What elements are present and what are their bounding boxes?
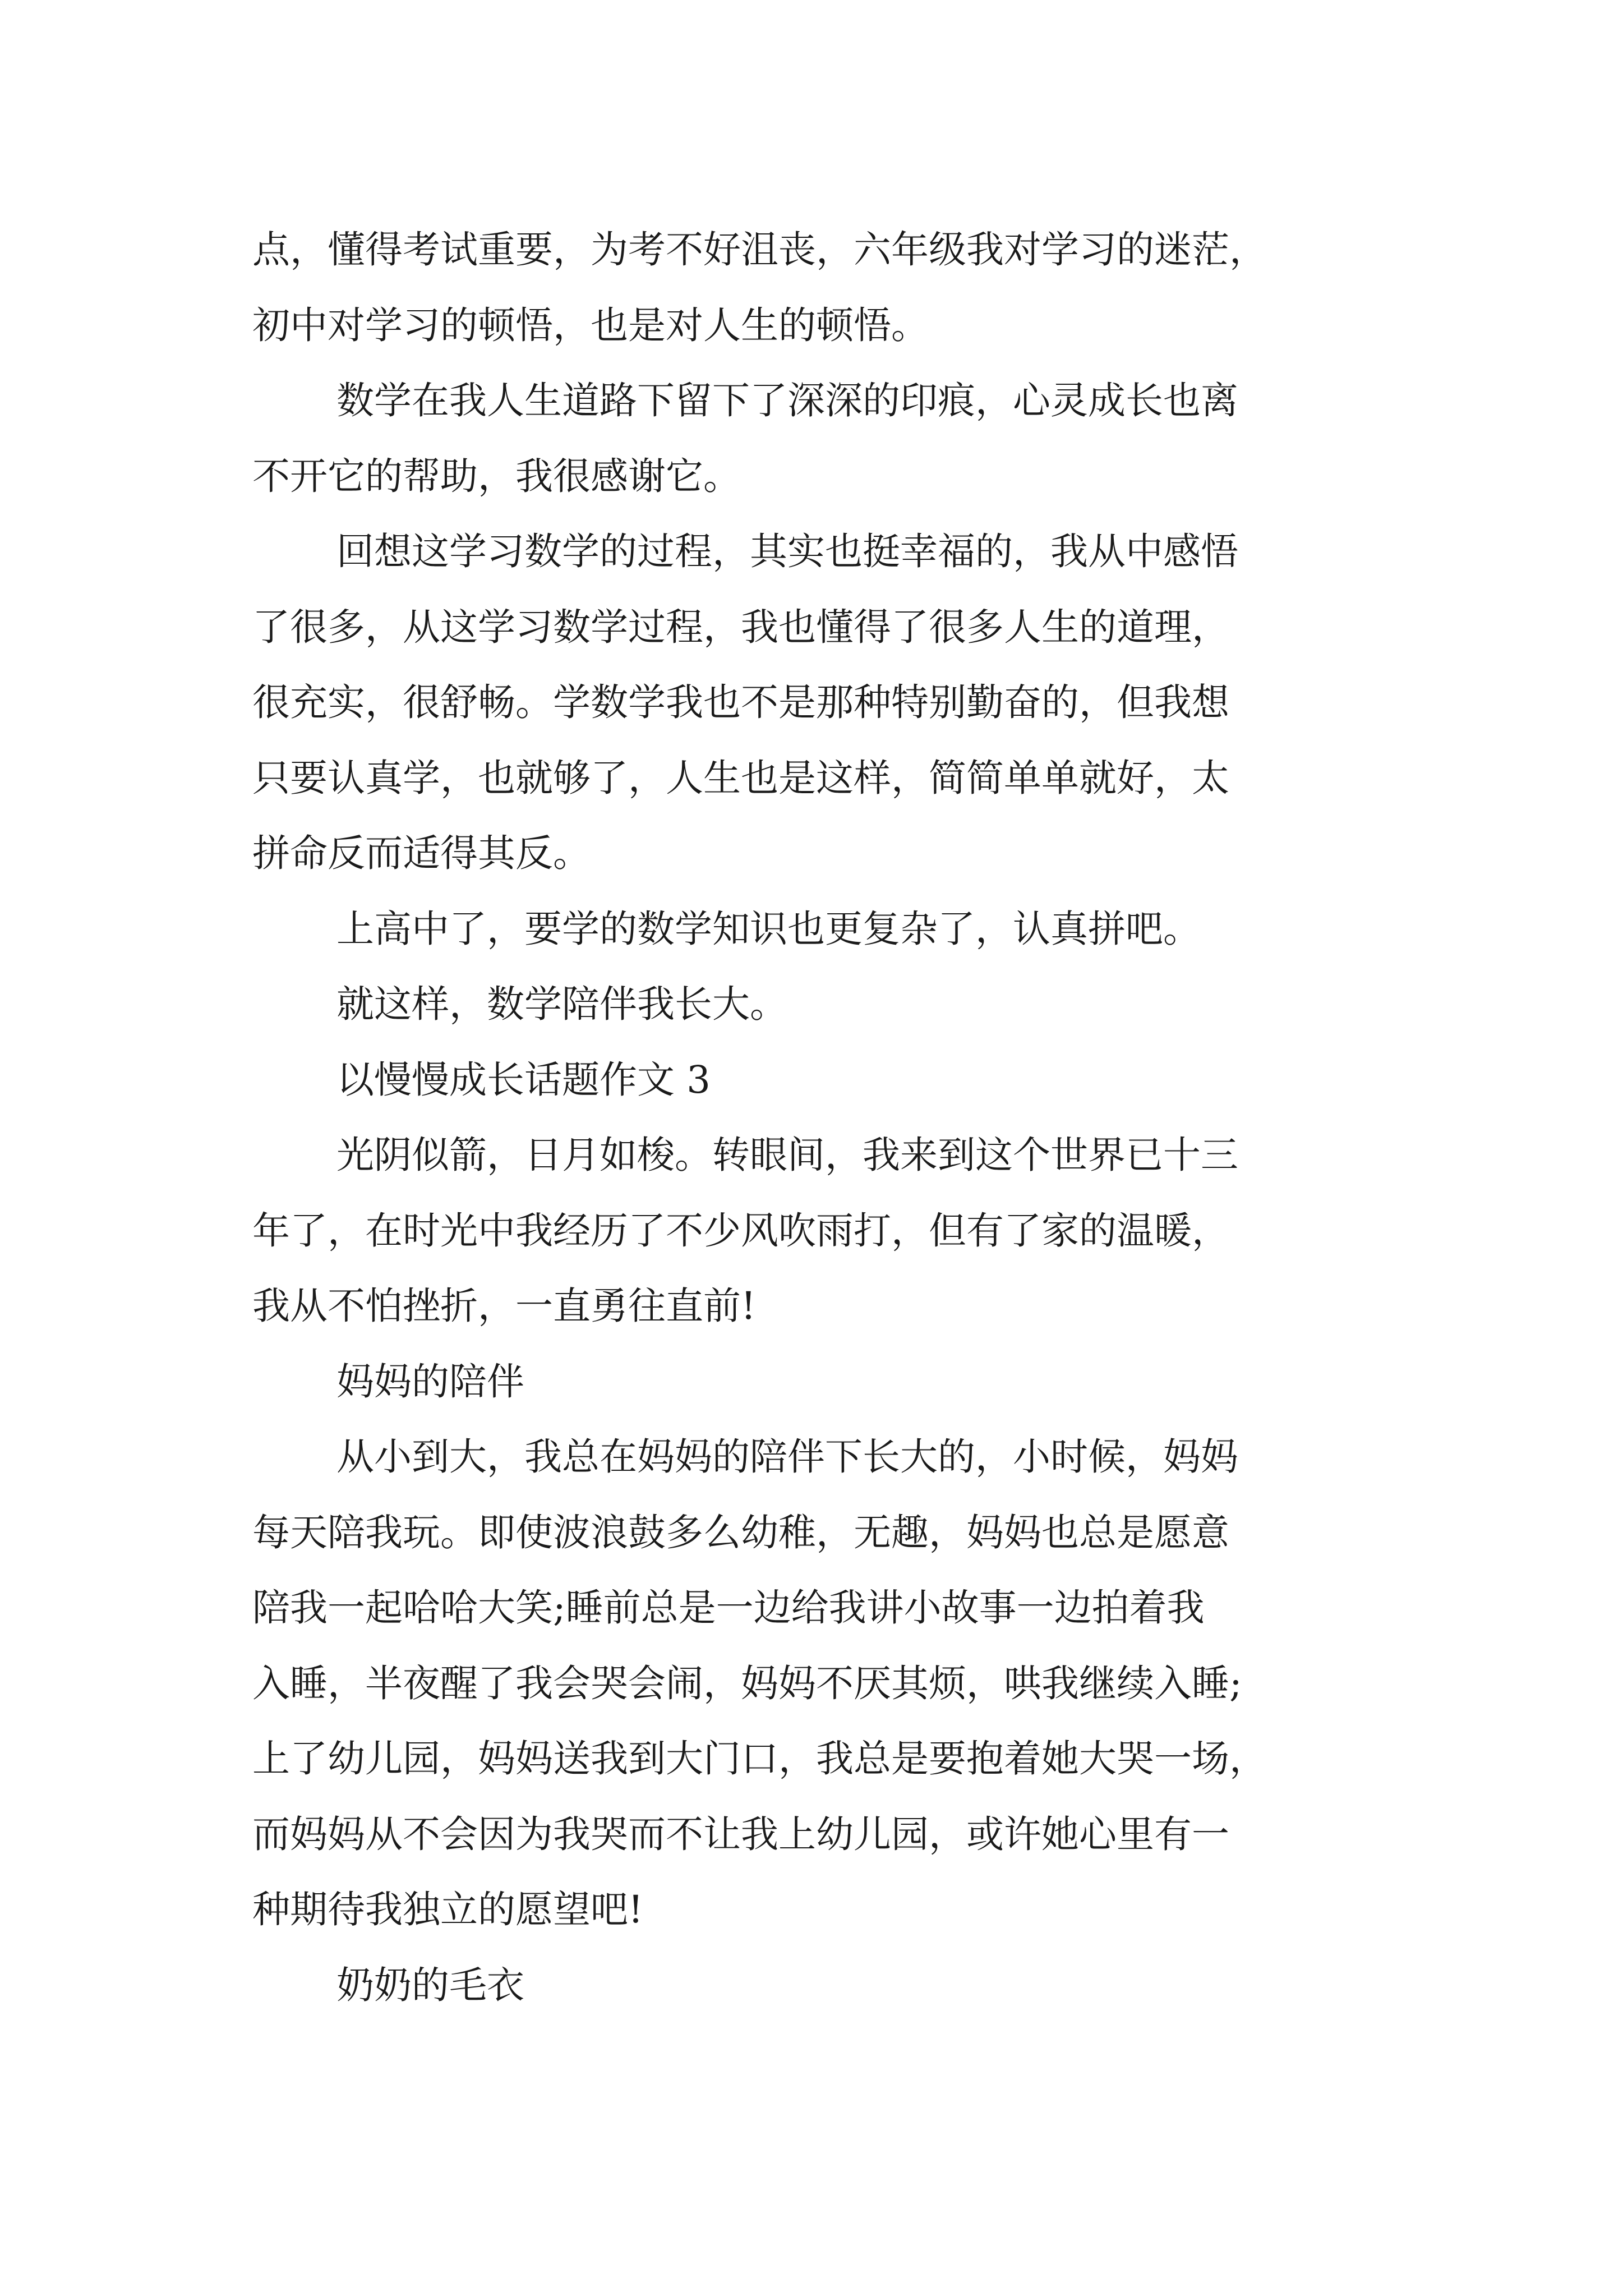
text-line: 入睡，半夜醒了我会哭会闹，妈妈不厌其烦，哄我继续入睡; [252, 1661, 1242, 1705]
text-line: 不开它的帮助，我很感谢它。 [252, 454, 741, 498]
text-line: 而妈妈从不会因为我哭而不让我上幼儿园，或许她心里有一 [252, 1812, 1229, 1856]
text-line: 种期待我独立的愿望吧! [252, 1888, 643, 1931]
text-line: 初中对学习的顿悟，也是对人生的顿悟。 [252, 303, 929, 347]
subheading: 妈妈的陪伴 [336, 1359, 524, 1404]
text-line: 很充实，很舒畅。学数学我也不是那种特别勤奋的，但我想 [252, 680, 1229, 724]
paragraph-start-line: 就这样，数学陪伴我长大。 [336, 982, 787, 1026]
text-line: 年了，在时光中我经历了不少风吹雨打，但有了家的温暖， [252, 1208, 1229, 1253]
body-text [252, 212, 1408, 2023]
text-line: 只要认真学，也就够了，人生也是这样，简简单单就好，太 [252, 756, 1229, 800]
text-line: 上了幼儿园，妈妈送我到大门口，我总是要抱着她大哭一场， [252, 1737, 1267, 1780]
paragraph-start-line: 从小到大，我总在妈妈的陪伴下长大的，小时候，妈妈 [336, 1435, 1238, 1479]
text-line: 陪我一起哈哈大笑;睡前总是一边给我讲小故事一边拍着我 [252, 1586, 1205, 1630]
paragraph-start-line: 上高中了，要学的数学知识也更复杂了，认真拼吧。 [336, 907, 1201, 951]
text-line: 拼命反而适得其反。 [252, 831, 591, 875]
paragraph-start-line: 回想这学习数学的过程，其实也挺幸福的，我从中感悟 [336, 530, 1238, 573]
section-heading: 以慢慢成长话题作文 3 [336, 1057, 711, 1102]
paragraph-start-line: 光阴似箭，日月如梭。转眼间，我来到这个世界已十三 [336, 1133, 1238, 1177]
text-line: 点，懂得考试重要，为考不好沮丧，六年级我对学习的迷茫， [252, 228, 1267, 272]
text-line: 每天陪我玩。即使波浪鼓多么幼稚，无趣，妈妈也总是愿意 [252, 1510, 1229, 1554]
text-line: 了很多，从这学习数学过程，我也懂得了很多人生的道理， [252, 605, 1229, 649]
paragraph-start-line: 数学在我人生道路下留下了深深的印痕，心灵成长也离 [336, 379, 1238, 422]
subheading: 奶奶的毛衣 [336, 1963, 524, 2007]
text-line: 我从不怕挫折，一直勇往直前! [252, 1284, 756, 1328]
